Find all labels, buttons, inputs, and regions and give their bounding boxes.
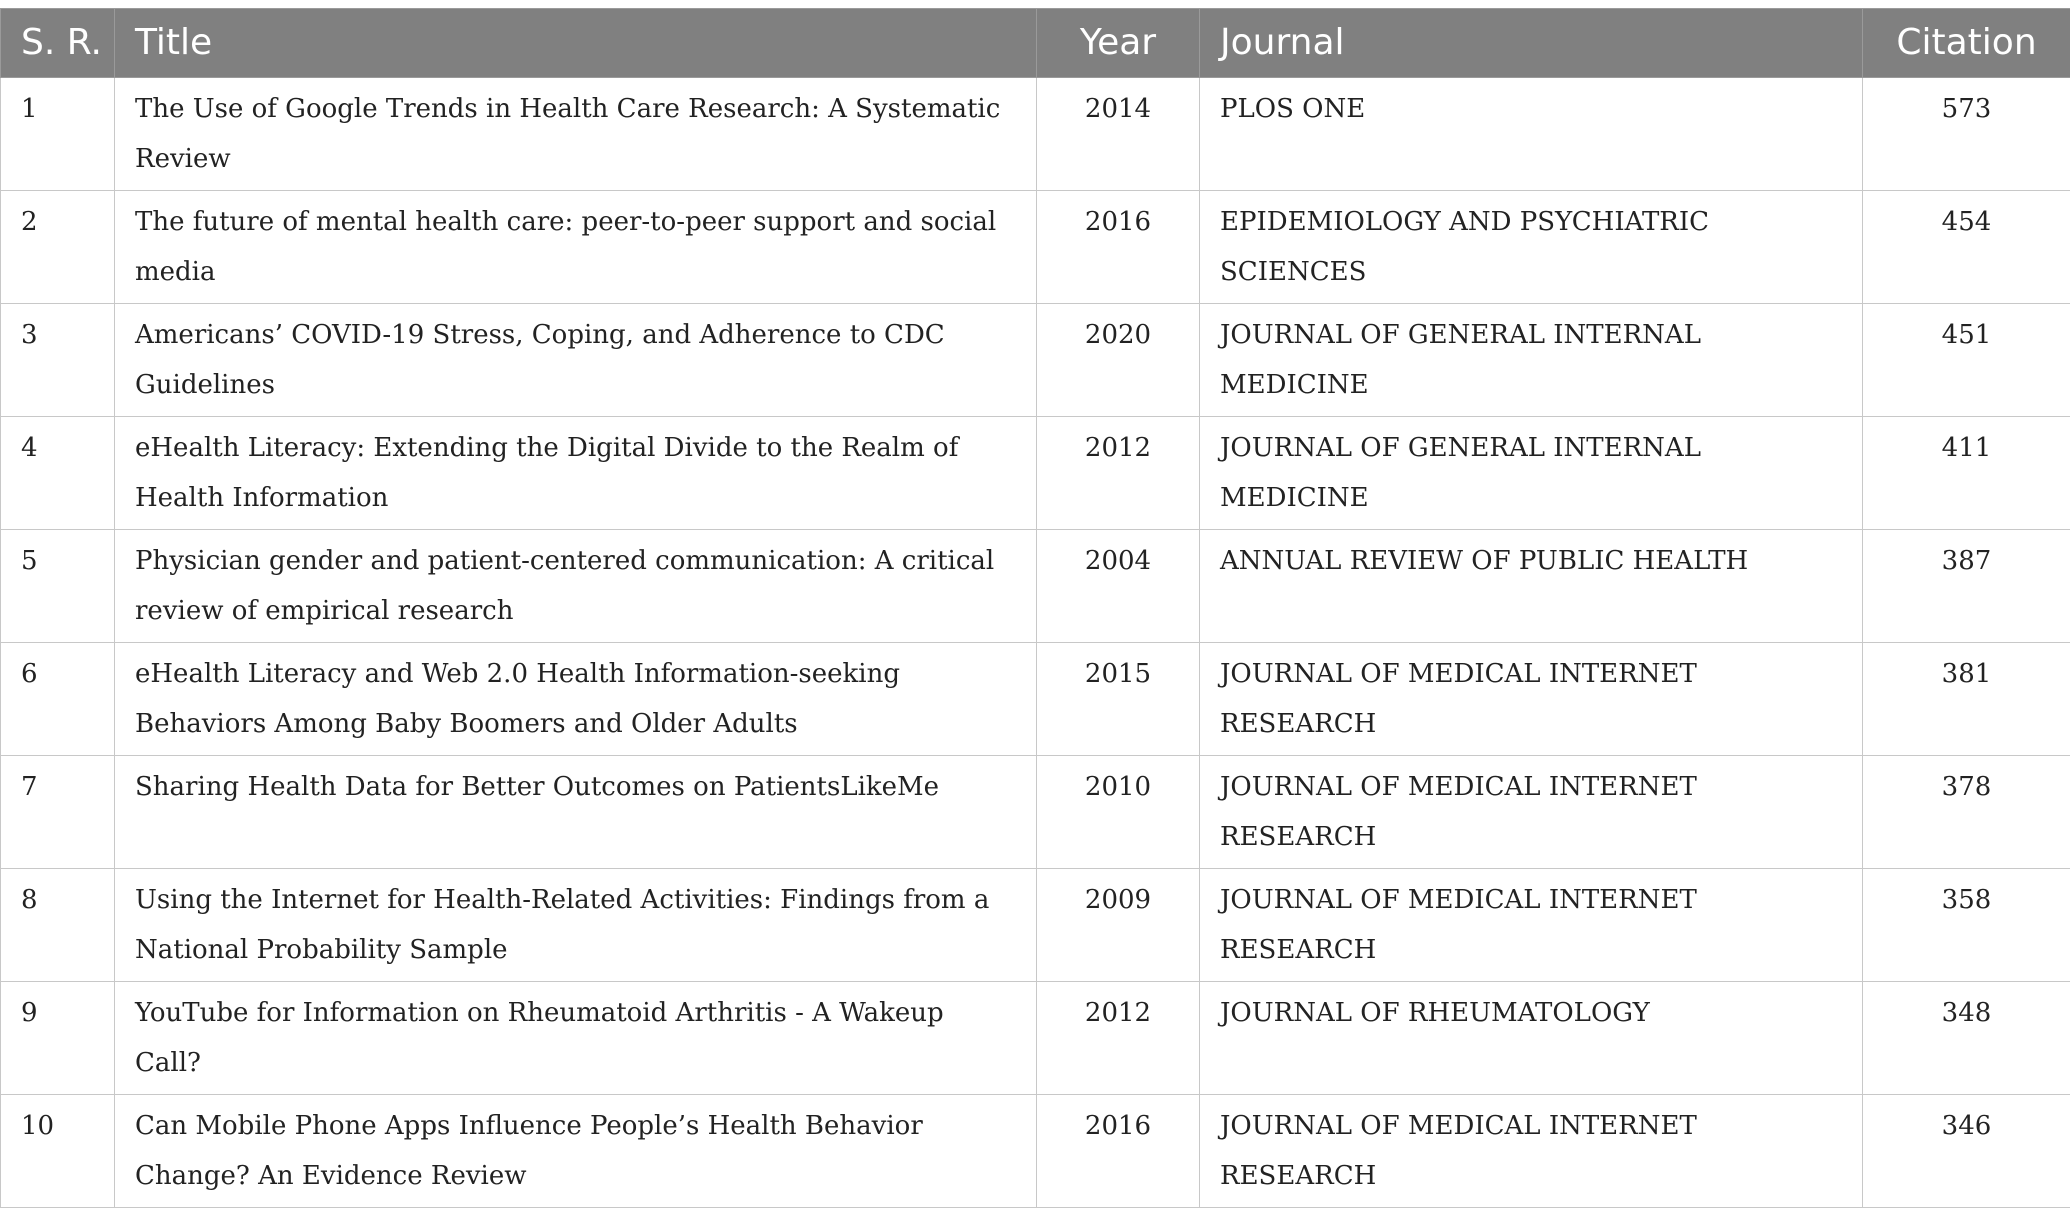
- cell-sr: 5: [1, 530, 115, 643]
- table-header: [1, 9, 2070, 78]
- table-row: [1, 191, 2070, 304]
- cell-journal: EPIDEMIOLOGY AND PSYCHIATRIC SCIENCES: [1200, 191, 1863, 304]
- table-row: [1, 982, 2070, 1095]
- cell-year: 2012: [1037, 982, 1200, 1095]
- cell-sr: 10: [1, 1095, 115, 1208]
- cell-sr: 7: [1, 756, 115, 869]
- cell-title: YouTube for Information on Rheumatoid Arthritis - A Wakeup Call?: [115, 982, 1037, 1095]
- cell-sr: 9: [1, 982, 115, 1095]
- cell-year: 2015: [1037, 643, 1200, 756]
- cell-journal: JOURNAL OF MEDICAL INTERNET RESEARCH: [1200, 756, 1863, 869]
- table-row: [1, 643, 2070, 756]
- cell-sr: 8: [1, 869, 115, 982]
- header-row: [1, 9, 2070, 78]
- cell-title: Using the Internet for Health-Related Activities: Findings from a National Probability Sample: [115, 869, 1037, 982]
- cell-year: 2012: [1037, 417, 1200, 530]
- cell-journal: JOURNAL OF MEDICAL INTERNET RESEARCH: [1200, 869, 1863, 982]
- header-title: Title: [115, 9, 1037, 78]
- cell-citation: 346: [1863, 1095, 2070, 1208]
- cell-citation: 411: [1863, 417, 2070, 530]
- cell-citation: 378: [1863, 756, 2070, 869]
- cell-year: 2004: [1037, 530, 1200, 643]
- header-journal: Journal: [1200, 9, 1863, 78]
- cell-citation: 451: [1863, 304, 2070, 417]
- table-row: [1, 1095, 2070, 1208]
- cell-journal: JOURNAL OF MEDICAL INTERNET RESEARCH: [1200, 1095, 1863, 1208]
- table-row: [1, 530, 2070, 643]
- cell-title: eHealth Literacy and Web 2.0 Health Information-seeking Behaviors Among Baby Boomers and Older Adults: [115, 643, 1037, 756]
- table-body: [1, 78, 2070, 1208]
- cell-year: 2016: [1037, 1095, 1200, 1208]
- table-row: [1, 304, 2070, 417]
- cell-citation: 348: [1863, 982, 2070, 1095]
- cell-title: Sharing Health Data for Better Outcomes on PatientsLikeMe: [115, 756, 1037, 869]
- cell-title: Americans’ COVID-19 Stress, Coping, and Adherence to CDC Guidelines: [115, 304, 1037, 417]
- cell-journal: PLOS ONE: [1200, 78, 1863, 191]
- table-row: [1, 756, 2070, 869]
- cell-journal: JOURNAL OF RHEUMATOLOGY: [1200, 982, 1863, 1095]
- cell-title: The future of mental health care: peer-to-peer support and social media: [115, 191, 1037, 304]
- cell-title: Physician gender and patient-centered communication: A critical review of empirical research: [115, 530, 1037, 643]
- cell-title: eHealth Literacy: Extending the Digital Divide to the Realm of Health Information: [115, 417, 1037, 530]
- cell-year: 2010: [1037, 756, 1200, 869]
- cell-citation: 381: [1863, 643, 2070, 756]
- header-citation: Citation: [1863, 9, 2070, 78]
- cell-title: Can Mobile Phone Apps Influence People’s Health Behavior Change? An Evidence Review: [115, 1095, 1037, 1208]
- cell-citation: 573: [1863, 78, 2070, 191]
- citations-table: [0, 8, 2070, 1208]
- header-year: Year: [1037, 9, 1200, 78]
- cell-journal: JOURNAL OF GENERAL INTERNAL MEDICINE: [1200, 304, 1863, 417]
- cell-sr: 2: [1, 191, 115, 304]
- cell-year: 2014: [1037, 78, 1200, 191]
- cell-sr: 6: [1, 643, 115, 756]
- table-row: [1, 78, 2070, 191]
- cell-year: 2016: [1037, 191, 1200, 304]
- table-row: [1, 417, 2070, 530]
- table-row: [1, 869, 2070, 982]
- cell-sr: 4: [1, 417, 115, 530]
- cell-title: The Use of Google Trends in Health Care Research: A Systematic Review: [115, 78, 1037, 191]
- cell-citation: 387: [1863, 530, 2070, 643]
- cell-sr: 1: [1, 78, 115, 191]
- cell-sr: 3: [1, 304, 115, 417]
- cell-year: 2020: [1037, 304, 1200, 417]
- cell-journal: JOURNAL OF MEDICAL INTERNET RESEARCH: [1200, 643, 1863, 756]
- cell-journal: ANNUAL REVIEW OF PUBLIC HEALTH: [1200, 530, 1863, 643]
- cell-citation: 358: [1863, 869, 2070, 982]
- cell-year: 2009: [1037, 869, 1200, 982]
- cell-citation: 454: [1863, 191, 2070, 304]
- header-sr: S. R.: [1, 9, 115, 78]
- citations-table-container: [0, 8, 2070, 1208]
- cell-journal: JOURNAL OF GENERAL INTERNAL MEDICINE: [1200, 417, 1863, 530]
